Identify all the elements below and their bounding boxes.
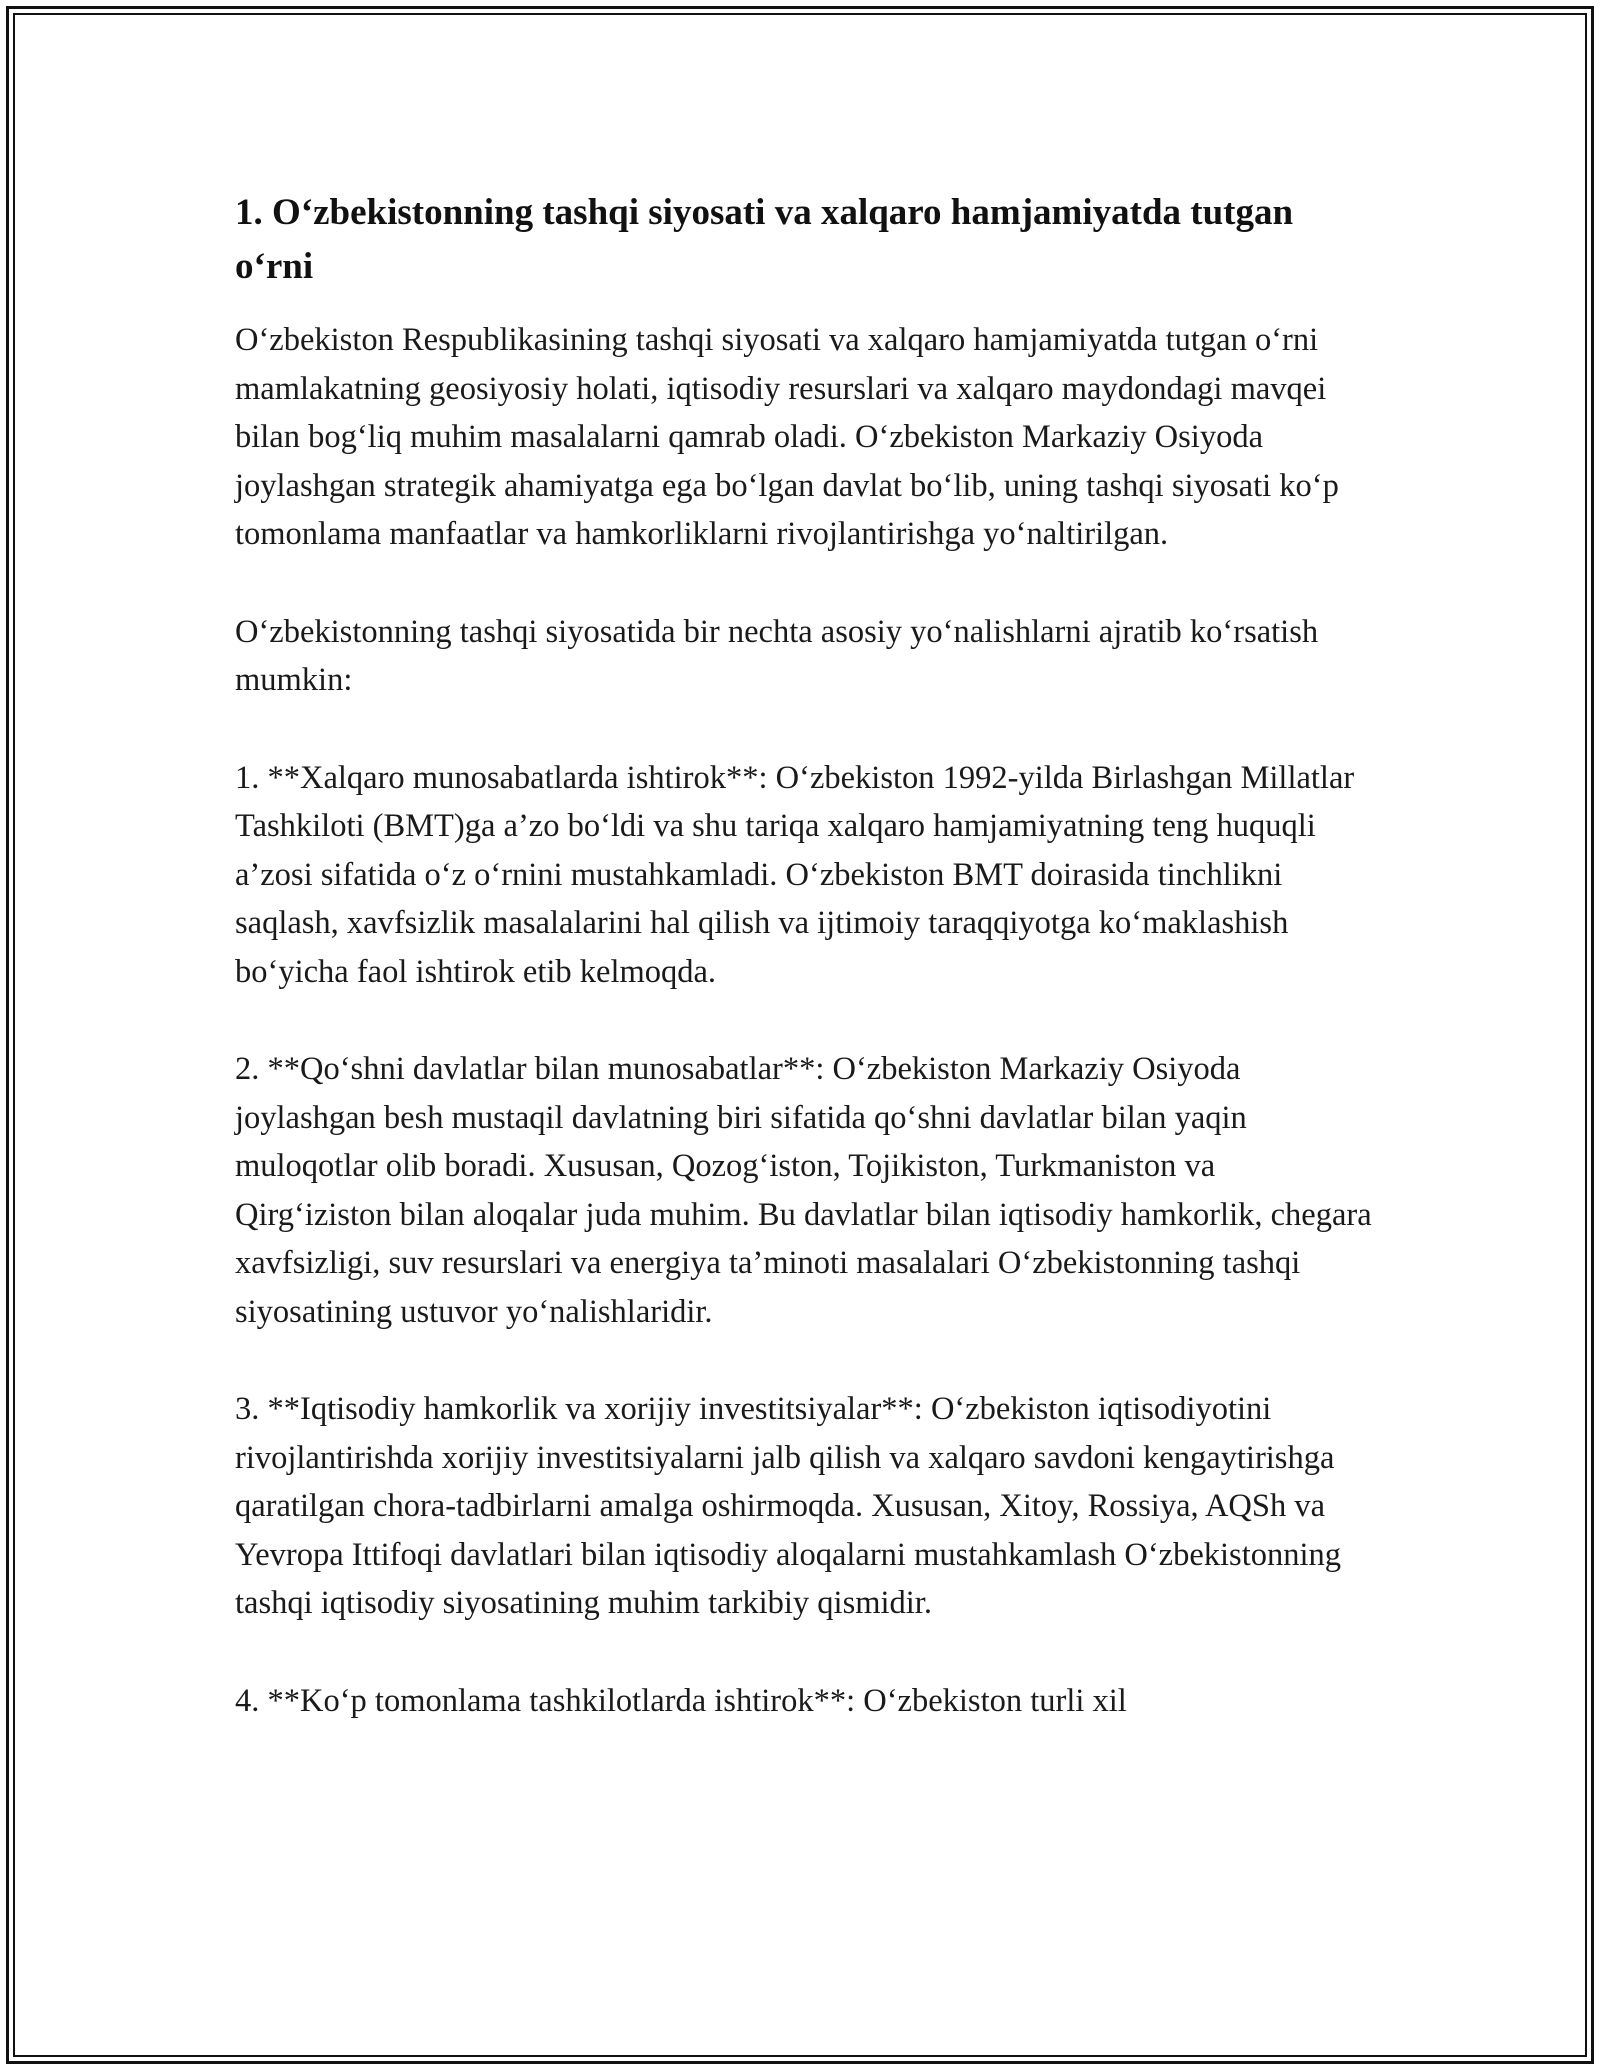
intro-paragraph: O‘zbekiston Respublikasining tashqi siyosati va xalqaro hamjamiyatda tutgan o‘rni mamlakatning geosiyosiy holati, iqtisodiy resurslari va xalqaro maydondagi mavqei bilan bog‘liq muhim masalalarni qamrab oladi. O‘zbekiston Markaziy Osiyoda joylashgan strategik ahamiyatga ega bo‘lgan davlat bo‘lib, uning tashqi siyosati ko‘p tomonlama manfaatlar va hamkorliklarni rivojlantirishga yo‘naltirilgan. <box>235 322 1339 552</box>
document-title: 1. O‘zbekistonning tashqi siyosati va xalqaro hamjamiyatda tutgan o‘rni <box>235 192 1294 287</box>
list-item-economic-cooperation: 3. **Iqtisodiy hamkorlik va xorijiy investitsiyalar**: O‘zbekiston iqtisodiyotini rivojlantirishda xorijiy investitsiyalarni jalb qilish va xalqaro savdoni kengaytirishga qaratilgan chora-tadbirlarni amalga oshirmoqda. Xususan, Xitoy, Rossiya, AQSh va Yevropa Ittifoqi davlatlari bilan iqtisodiy aloqalarni mustahkamlash O‘zbekistonning tashqi iqtisodiy siyosatining muhim tarkibiy qismidir. <box>235 1391 1341 1621</box>
list-item-multilateral-organizations: 4. **Ko‘p tomonlama tashkilotlarda ishtirok**: O‘zbekiston turli xil <box>235 1682 1127 1719</box>
document-body <box>235 186 1375 1725</box>
list-item-neighbor-relations: 2. **Qo‘shni davlatlar bilan munosabatlar**: O‘zbekiston Markaziy Osiyoda joylashgan besh mustaqil davlatning biri sifatida qo‘shni davlatlar bilan yaqin muloqotlar olib boradi. Xususan, Qozog‘iston, Tojikiston, Turkmaniston va Qirg‘iziston bilan aloqalar juda muhim. Bu davlatlar bilan iqtisodiy hamkorlik, chegara xavfsizligi, suv resurslari va energiya ta’minoti masalalari O‘zbekistonning tashqi siyosatining ustuvor yo‘nalishlaridir. <box>235 1051 1372 1330</box>
directions-intro-paragraph: O‘zbekistonning tashqi siyosatida bir nechta asosiy yo‘nalishlarni ajratib ko‘rsatish mumkin: <box>235 613 1319 698</box>
list-item-international-relations: 1. **Xalqaro munosabatlarda ishtirok**: O‘zbekiston 1992-yilda Birlashgan Millatlar Tashkiloti (BMT)ga a’zo bo‘ldi va shu tariqa xalqaro hamjamiyatning teng huquqli a’zosi sifatida o‘z o‘rnini mustahkamladi. O‘zbekiston BMT doirasida tinchlikni saqlash, xavfsizlik masalalarini hal qilish va ijtimoiy taraqqiyotga ko‘maklashish bo‘yicha faol ishtirok etib kelmoqda. <box>235 759 1355 990</box>
